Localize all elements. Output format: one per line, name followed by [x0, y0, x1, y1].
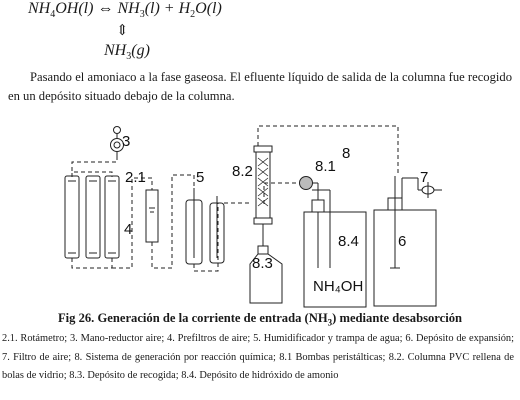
label-6: 6: [398, 233, 407, 250]
vertical-equilibrium-arrow: ⇕: [116, 23, 129, 39]
peristaltic-pump-icon: [300, 177, 319, 201]
eq-text: O(l): [195, 0, 222, 17]
eq-sub: 3: [126, 51, 132, 63]
label-nh4oh: NH₄OH: [313, 278, 364, 295]
rotameter-icon: [146, 190, 158, 242]
label-7: 7: [420, 169, 429, 186]
eq-text: NH: [117, 0, 140, 17]
eq-text: NH: [104, 42, 127, 59]
label-4: 4: [124, 221, 133, 238]
prefilter-tubes: [65, 176, 119, 258]
packed-column-icon: [254, 146, 272, 246]
eq-sub: 2: [190, 9, 196, 21]
apparatus-diagram: [0, 118, 520, 310]
label-3: 3: [122, 133, 131, 150]
eq-text: OH(l): [55, 0, 94, 17]
label-5: 5: [196, 169, 205, 186]
eq-sub: 4: [50, 9, 56, 21]
eq-text: (g): [131, 42, 150, 59]
eq-text: (l) + H: [144, 0, 191, 17]
label-2-1: 2.1: [125, 169, 146, 186]
gas-phase-equation: [104, 42, 150, 62]
caption-tail: ) mediante desabsorción: [332, 311, 463, 325]
eq-nh4-text: NH: [28, 0, 51, 17]
reaction-equation: [28, 0, 222, 20]
label-8-4: 8.4: [338, 233, 359, 250]
figure-legend: 2.1. Rotámetro; 3. Mano-reductor aire; 4. Prefiltros de aire; 5. Humidificador y trampa de agua; 6. Depósito de expansión; 7. Filtro de aire; 8. Sistema de generación por reacción química; 8.1 Bombas peristálticas; 8.2. Columna PVC rellena de bolas de vidrio; 8.3. Depósito de recogida; 8.4. Depósito de hidróxido de amonio: [2, 333, 514, 381]
label-8-3: 8.3: [252, 255, 273, 272]
equilibrium-arrow: ⇔: [97, 0, 114, 17]
label-8: 8: [342, 145, 351, 162]
body-paragraph: Pasando el amoniaco a la fase gaseosa. El efluente líquido de salida de la columna fue recogido en un depósito situado debajo de la columna.: [8, 70, 512, 103]
figure-caption: [0, 311, 520, 328]
caption-text: Fig 26. Generación de la corriente de entrada (NH: [57, 311, 328, 325]
eq-sub: 3: [139, 9, 145, 21]
caption-sub: 3: [327, 317, 333, 328]
label-8-1: 8.1: [315, 158, 336, 175]
label-8-2: 8.2: [232, 163, 253, 180]
